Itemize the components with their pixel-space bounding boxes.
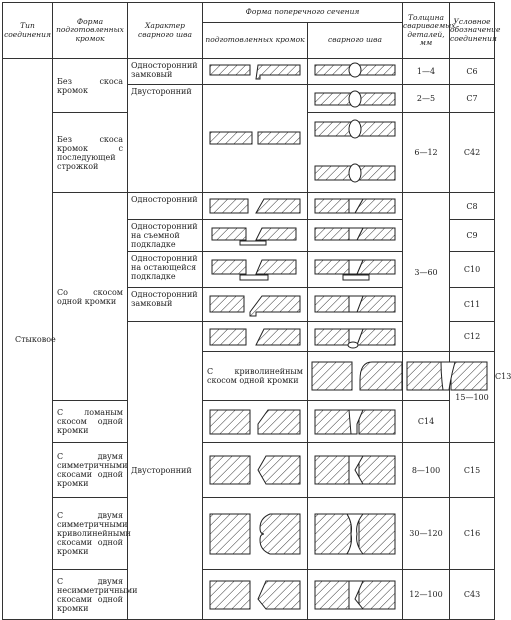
code-c15: С15 <box>450 443 495 498</box>
code-c10: С10 <box>450 252 495 288</box>
prep-section-c12 <box>203 322 308 352</box>
weld-section-c8 <box>308 193 403 220</box>
prep-section-c6 <box>203 59 308 85</box>
code-c14: С14 <box>403 401 450 443</box>
prep-section-c7-c42 <box>203 85 308 193</box>
char-one-sided: Односторонний <box>128 193 203 220</box>
header-designation: Условное обозначение соединения <box>450 3 495 59</box>
thickness-c13-c14: 15—100 <box>450 352 495 443</box>
code-c7: С7 <box>450 85 495 113</box>
table-row <box>3 401 495 443</box>
table-row: С криволинейным скосом одной кромки 15—100 С13 <box>3 352 495 401</box>
thickness-c6: 1—4 <box>403 59 450 85</box>
weld-section-c9 <box>308 220 403 252</box>
thickness-c8-c12: 3—60 <box>403 193 450 352</box>
char-two-sided-group: Двусторонний <box>128 322 203 620</box>
thickness-c7: 2—5 <box>403 85 450 113</box>
thickness-c43: 12—100 <box>403 570 450 620</box>
prep-section-c43 <box>203 570 308 620</box>
code-c12: С12 <box>450 322 495 352</box>
char-one-sided-remaining: Односторонний на остающейся подкладке <box>128 252 203 288</box>
weld-section-c6 <box>308 59 403 85</box>
header-cross-section: Форма поперечного сечения <box>203 3 403 23</box>
header-section-prep: подготовленных кромок <box>203 23 308 59</box>
code-c42: С42 <box>450 113 495 193</box>
prep-section-c16 <box>203 498 308 570</box>
prep-section-c13 <box>308 352 403 401</box>
weld-section-c15 <box>308 443 403 498</box>
header-prep-form: Форма подготовленных кромок <box>53 3 128 59</box>
prep-form-single-bevel: Со скосом одной кромки <box>53 193 128 401</box>
weld-section-c7 <box>308 85 403 113</box>
prep-form-broken-bevel: С ломаным скосом одной кромки <box>53 401 128 443</box>
joint-type-cell: Стыковое <box>3 59 53 620</box>
prep-section-c11 <box>203 288 308 322</box>
prep-section-c10 <box>203 252 308 288</box>
weld-section-c13 <box>403 352 450 401</box>
table-row <box>3 570 495 620</box>
prep-form-two-symmetric-curved: С двумя симметричными криволинейными скосами одной кромки <box>53 498 128 570</box>
code-c16: С16 <box>450 498 495 570</box>
code-c9: С9 <box>450 220 495 252</box>
weld-section-c42 <box>308 113 403 193</box>
weld-section-c14 <box>308 401 403 443</box>
weld-section-c43 <box>308 570 403 620</box>
header-thickness: Толщина свариваемых деталей, мм <box>403 3 450 59</box>
prep-form-no-bevel-gouging: Без скоса кромок с последующей строжкой <box>53 113 128 193</box>
char-one-sided-removable: Односторонний на съемной подкладке <box>128 220 203 252</box>
prep-section-c8 <box>203 193 308 220</box>
char-one-sided-lock-2: Односторонний замковый <box>128 288 203 322</box>
thickness-c42: 6—12 <box>403 113 450 193</box>
weld-section-c12 <box>308 322 403 352</box>
weld-section-c16 <box>308 498 403 570</box>
char-two-sided: Двусторонний <box>128 85 203 193</box>
prep-form-two-symmetric: С двумя симметричными скосами одной кромки <box>53 443 128 498</box>
header-joint-type: Тип соединения <box>3 3 53 59</box>
code-c6: С6 <box>450 59 495 85</box>
char-one-sided-lock: Односторонний замковый <box>128 59 203 85</box>
weld-joint-table <box>2 2 511 620</box>
code-c8: С8 <box>450 193 495 220</box>
header-section-weld: сварного шва <box>308 23 403 59</box>
header-weld-character: Характер сварного шва <box>128 3 203 59</box>
prep-section-c15 <box>203 443 308 498</box>
weld-section-c11 <box>308 288 403 322</box>
thickness-c15: 8—100 <box>403 443 450 498</box>
code-c11: С11 <box>450 288 495 322</box>
thickness-c16: 30—120 <box>403 498 450 570</box>
prep-section-c14 <box>203 401 308 443</box>
prep-section-c9 <box>203 220 308 252</box>
code-c43: С43 <box>450 570 495 620</box>
table-row <box>3 59 495 85</box>
table-row <box>3 498 495 570</box>
prep-form-curved-bevel: С криволинейным скосом одной кромки <box>203 352 308 401</box>
prep-form-two-asymmetric: С двумя несимметричными скосами одной кромки <box>53 570 128 620</box>
table-row <box>3 193 495 220</box>
prep-form-no-bevel: Без скоса кромок <box>53 59 128 113</box>
table-row <box>3 443 495 498</box>
weld-section-c10 <box>308 252 403 288</box>
